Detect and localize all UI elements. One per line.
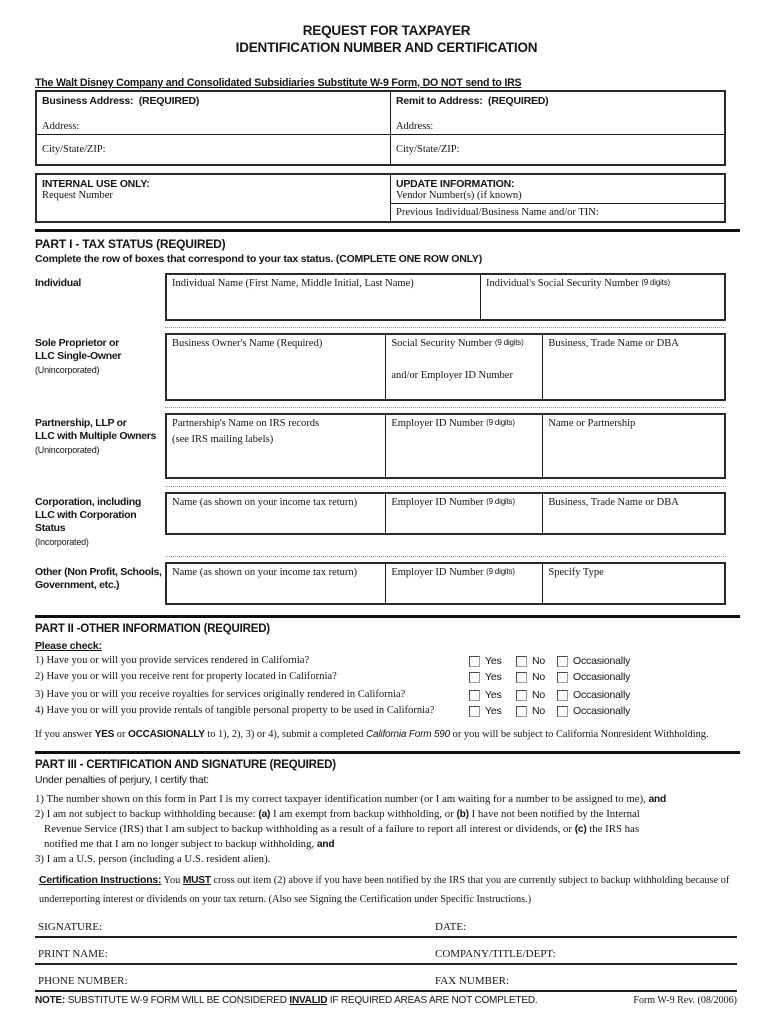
- sole-prop-ssn-digits-note: (9 digits): [494, 338, 524, 347]
- sole-prop-dba-caption: Business, Trade Name or DBA: [548, 338, 679, 349]
- california-withholding-note: [35, 729, 738, 740]
- q4-occasionally-label: Occasionally: [573, 705, 631, 717]
- ca-note-text4: or you will be subject to California Nonresident Withholding.: [450, 729, 709, 740]
- other-ein-field[interactable]: [385, 564, 542, 603]
- question-1-options: [469, 655, 630, 667]
- update-information-column: [391, 175, 724, 221]
- question-row-2: [35, 671, 738, 687]
- sole-proprietor-label-line2: LLC Single-Owner: [35, 350, 122, 362]
- form-title-line1: REQUEST FOR TAXPAYER: [302, 23, 471, 38]
- sole-proprietor-label-line1: Sole Proprietor or: [35, 337, 119, 349]
- q3-yes-checkbox[interactable]: [469, 690, 480, 701]
- corporation-label-line2: LLC with Corporation Status: [35, 509, 137, 534]
- remit-address-field[interactable]: [391, 92, 724, 134]
- item2-text2: I am exempt from backup withholding, or: [270, 808, 457, 820]
- q3-no-label: No: [532, 689, 546, 701]
- cert-text1: You: [161, 875, 183, 886]
- invalid-note: [35, 995, 537, 1006]
- q4-occasionally-checkbox[interactable]: [557, 706, 568, 717]
- form-title-line2: IDENTIFICATION NUMBER AND CERTIFICATION: [235, 40, 538, 55]
- tax-row-sole-proprietor: [35, 333, 726, 401]
- remit-address-title: [396, 95, 719, 107]
- address-table: [35, 90, 726, 166]
- individual-row-label: [35, 273, 165, 321]
- certification-item-3: 3) I am a U.S. person (including a U.S. resident alien).: [35, 853, 271, 865]
- q3-yes-label: Yes: [485, 689, 502, 701]
- q2-occasionally-label: Occasionally: [573, 671, 631, 683]
- printname-company-row: [35, 938, 737, 965]
- print-name-label: PRINT NAME:: [38, 948, 108, 960]
- partnership-ein-digits-note: (9 digits): [486, 418, 515, 427]
- item2-b: (b): [456, 809, 469, 820]
- question-4-options: [469, 705, 630, 717]
- please-check-label: Please check:: [35, 640, 102, 652]
- tax-row-individual: [35, 273, 726, 321]
- vendor-number-label: Vendor Number(s) (if known): [395, 190, 522, 201]
- tax-row-partnership: [35, 413, 726, 479]
- q1-yes-checkbox[interactable]: [469, 656, 480, 667]
- business-address-title: [42, 95, 385, 107]
- form-footer: [35, 995, 737, 1006]
- sole-proprietor-row-boxes: [165, 333, 726, 401]
- note-label: NOTE:: [35, 995, 66, 1006]
- individual-ssn-digits-note: (9 digits): [641, 278, 670, 287]
- date-label: DATE:: [435, 921, 467, 933]
- q4-yes-checkbox[interactable]: [469, 706, 480, 717]
- corp-name-field[interactable]: [167, 494, 385, 533]
- other-specify-type-field[interactable]: [542, 564, 724, 603]
- internal-use-field[interactable]: [37, 175, 391, 221]
- vendor-number-field[interactable]: [391, 175, 724, 204]
- q1-no-checkbox[interactable]: [516, 656, 527, 667]
- part3-divider: [35, 751, 740, 754]
- sole-prop-ssn-ein-field[interactable]: [385, 335, 542, 399]
- q2-no-checkbox[interactable]: [516, 672, 527, 683]
- business-owner-name-field[interactable]: [167, 335, 385, 399]
- item2-text6: notified me that I am no longer subject to backup withholding,: [44, 838, 317, 850]
- remit-address-required: (REQUIRED): [488, 95, 549, 107]
- other-label-line2: Government, etc.): [35, 579, 120, 591]
- note-invalid: INVALID: [289, 995, 328, 1006]
- partnership-row-boxes: [165, 413, 726, 479]
- certification-instructions: [39, 871, 739, 909]
- request-number-label: Request Number: [42, 190, 113, 201]
- sole-proprietor-sublabel: (Unincorporated): [35, 365, 100, 375]
- partnership-name-caption2: (see IRS mailing labels): [172, 434, 274, 445]
- other-specify-type-caption: Specify Type: [548, 567, 604, 578]
- item2-text1: 2) I am not subject to backup withholding because:: [35, 808, 259, 820]
- internal-use-title: INTERNAL USE ONLY:: [42, 178, 150, 190]
- signature-date-row: [35, 911, 737, 938]
- certification-item-2-line2: [35, 822, 738, 837]
- corporation-row-label: [35, 492, 165, 549]
- other-ein-digits-note: (9 digits): [486, 567, 515, 576]
- business-address-required: (REQUIRED): [138, 95, 200, 107]
- other-label-line1: Other (Non Profit, Schools,: [35, 566, 162, 578]
- certification-item-1: [35, 792, 738, 807]
- q3-occasionally-label: Occasionally: [573, 689, 631, 701]
- corp-ein-field[interactable]: [385, 494, 542, 533]
- part2-divider: [35, 615, 740, 618]
- partnership-name-caption: Partnership's Name on IRS records: [172, 418, 320, 429]
- cert-text2: cross out item (2) above if you have been notified by the IRS that you are currently subject to backup withholding because of underreporting interest or dividends on your tax return. (Also see Signing the Certification under Specific Instructions.): [39, 875, 730, 905]
- note-text1: SUBSTITUTE W-9 FORM WILL BE CONSIDERED: [65, 995, 290, 1006]
- partnership-ein-caption: Employer ID Number: [391, 418, 484, 429]
- q4-no-checkbox[interactable]: [516, 706, 527, 717]
- q2-no-label: No: [532, 671, 546, 683]
- q3-occasionally-checkbox[interactable]: [557, 690, 568, 701]
- item2-text3: I have not been notified by the Internal: [468, 808, 640, 820]
- corporation-row-boxes: [165, 492, 726, 535]
- part1-instruction: Complete the row of boxes that correspond to your tax status. (COMPLETE ONE ROW ONLY): [35, 253, 482, 265]
- item2-and: and: [316, 839, 335, 850]
- corp-dba-caption: Business, Trade Name or DBA: [548, 497, 679, 508]
- print-name-field[interactable]: [35, 938, 737, 963]
- company-title-dept-label: COMPANY/TITLE/DEPT:: [435, 948, 556, 960]
- q2-occasionally-checkbox[interactable]: [557, 672, 568, 683]
- note-text2: IF REQUIRED AREAS ARE NOT COMPLETED.: [327, 995, 538, 1006]
- ca-note-text3: to 1), 2), 3) or 4), submit a completed: [204, 729, 367, 740]
- item1-text: 1) The number shown on this form in Part I is my correct taxpayer identification number (or I am waiting for a number to be assigned to me),: [35, 793, 649, 805]
- question-3-options: [469, 689, 630, 701]
- phone-fax-row: [35, 965, 737, 992]
- item2-c: (c): [574, 824, 587, 835]
- partnership-label-line2: LLC with Multiple Owners: [35, 430, 157, 442]
- ca-note-occasionally: OCCASIONALLY: [128, 729, 205, 740]
- individual-ssn-caption: Individual's Social Security Number: [486, 278, 639, 289]
- form-subtitle: The Walt Disney Company and Consolidated Subsidiaries Substitute W-9 Form, DO NOT send to IRS: [35, 77, 522, 89]
- partnership-name-or-partnership-caption: Name or Partnership: [548, 418, 636, 429]
- question-1-text: 1) Have you or will you provide services rendered in California?: [35, 655, 310, 666]
- ca-note-form590: California Form 590: [366, 729, 451, 740]
- signature-label: SIGNATURE:: [38, 921, 103, 933]
- item1-and: and: [648, 794, 667, 805]
- california-questions: [35, 655, 738, 721]
- q4-no-label: No: [532, 705, 546, 717]
- partnership-label-line1: Partnership, LLP or: [35, 417, 127, 429]
- update-information-title: UPDATE INFORMATION:: [395, 178, 515, 190]
- question-row-3: [35, 689, 738, 705]
- certification-items: [35, 792, 738, 866]
- certification-item-2-line1: [35, 807, 738, 822]
- individual-row-boxes: [165, 273, 726, 321]
- corporation-sublabel: (Incorporated): [35, 537, 89, 547]
- partnership-row-label: [35, 413, 165, 479]
- question-row-1: [35, 655, 738, 671]
- q1-occasionally-checkbox[interactable]: [557, 656, 568, 667]
- question-3-text: 3) Have you or will you receive royalties for services originally rendered in California?: [35, 689, 406, 700]
- other-row-boxes: [165, 562, 726, 605]
- tax-row-other: [35, 562, 726, 605]
- q1-occasionally-label: Occasionally: [573, 655, 631, 667]
- ca-note-text1: If you answer: [35, 729, 95, 740]
- fax-number-label: FAX NUMBER:: [435, 975, 510, 987]
- item2-text5: the IRS has: [586, 823, 640, 835]
- sole-proprietor-row-label: [35, 333, 165, 401]
- business-address-label: Business Address:: [42, 95, 134, 107]
- part3-heading: PART III - CERTIFICATION AND SIGNATURE (REQUIRED): [35, 759, 336, 771]
- other-row-label: [35, 562, 165, 605]
- other-ein-caption: Employer ID Number: [391, 567, 484, 578]
- part1-heading: PART I - TAX STATUS (REQUIRED): [35, 237, 226, 251]
- corp-ein-digits-note: (9 digits): [486, 497, 515, 506]
- sole-prop-ssn-caption-line: [391, 338, 537, 349]
- certification-item-2-line3: [35, 837, 738, 852]
- form-revision: Form W-9 Rev. (08/2006): [633, 995, 737, 1006]
- q1-yes-label: Yes: [485, 655, 502, 667]
- perjury-intro: Under penalties of perjury, I certify that:: [35, 774, 209, 786]
- question-4-text: 4) Have you or will you provide rentals of tangible personal property to be used in California?: [35, 705, 435, 716]
- business-citystatezip-field[interactable]: City/State/ZIP:: [37, 134, 390, 164]
- partnership-name-field[interactable]: [167, 415, 385, 477]
- business-address-column: [37, 92, 391, 164]
- form-title: [35, 22, 738, 56]
- individual-ssn-field[interactable]: [480, 275, 724, 319]
- ca-note-yes: YES: [94, 729, 115, 740]
- item2-text4: Revenue Service (IRS) that I am subject to backup withholding as a result of a failure to report all interest or dividends, or: [44, 823, 575, 835]
- partnership-ein-field[interactable]: [385, 415, 542, 477]
- partnership-name-or-partnership-field[interactable]: [542, 415, 724, 477]
- corporation-label-line1: Corporation, including: [35, 496, 141, 508]
- previous-name-tin-field[interactable]: Previous Individual/Business Name and/or TIN:: [395, 207, 599, 218]
- sole-prop-dba-field[interactable]: [542, 335, 724, 399]
- business-address-field[interactable]: [37, 92, 390, 134]
- sole-prop-ssn-caption: Social Security Number: [391, 338, 493, 349]
- signature-field[interactable]: [35, 911, 737, 936]
- remit-citystatezip-field[interactable]: City/State/ZIP:: [391, 134, 724, 164]
- question-2-options: [469, 671, 630, 683]
- remit-address-line-label: Address:: [395, 121, 434, 132]
- signature-block: [35, 911, 737, 992]
- tax-status-table: [35, 273, 726, 605]
- question-2-text: 2) Have you or will you receive rent for property located in California?: [35, 671, 337, 682]
- remit-address-label: Remit to Address:: [395, 95, 483, 107]
- other-name-caption: Name (as shown on your income tax return): [172, 567, 358, 578]
- question-row-4: [35, 705, 738, 721]
- q1-no-label: No: [532, 655, 546, 667]
- q3-no-checkbox[interactable]: [516, 690, 527, 701]
- corp-dba-field[interactable]: [542, 494, 724, 533]
- cert-must: MUST: [182, 875, 211, 886]
- q4-yes-label: Yes: [485, 705, 502, 717]
- business-address-line-label: Address:: [42, 121, 80, 132]
- q2-yes-checkbox[interactable]: [469, 672, 480, 683]
- internal-update-table: [35, 173, 726, 223]
- part2-heading: PART II -OTHER INFORMATION (REQUIRED): [35, 623, 270, 635]
- individual-name-caption: Individual Name (First Name, Middle Initial, Last Name): [172, 278, 414, 289]
- remit-address-column: [391, 92, 724, 164]
- other-name-field[interactable]: [167, 564, 385, 603]
- item2-a: (a): [258, 809, 271, 820]
- individual-label-line: Individual: [35, 277, 82, 289]
- business-owner-name-caption: Business Owner's Name (Required): [172, 338, 323, 349]
- corp-ein-caption: Employer ID Number: [391, 497, 484, 508]
- certification-instructions-label: Certification Instructions:: [39, 874, 162, 886]
- phone-number-field[interactable]: [35, 965, 737, 990]
- individual-name-field[interactable]: [167, 275, 480, 319]
- q2-yes-label: Yes: [485, 671, 502, 683]
- corp-name-caption: Name (as shown on your income tax return): [172, 497, 358, 508]
- tax-row-corporation: [35, 492, 726, 549]
- phone-number-label: PHONE NUMBER:: [38, 975, 128, 987]
- sole-prop-ein-caption: and/or Employer ID Number: [391, 370, 513, 381]
- part1-divider: [35, 229, 740, 232]
- ca-note-text2: or: [114, 729, 129, 740]
- partnership-sublabel: (Unincorporated): [35, 445, 100, 455]
